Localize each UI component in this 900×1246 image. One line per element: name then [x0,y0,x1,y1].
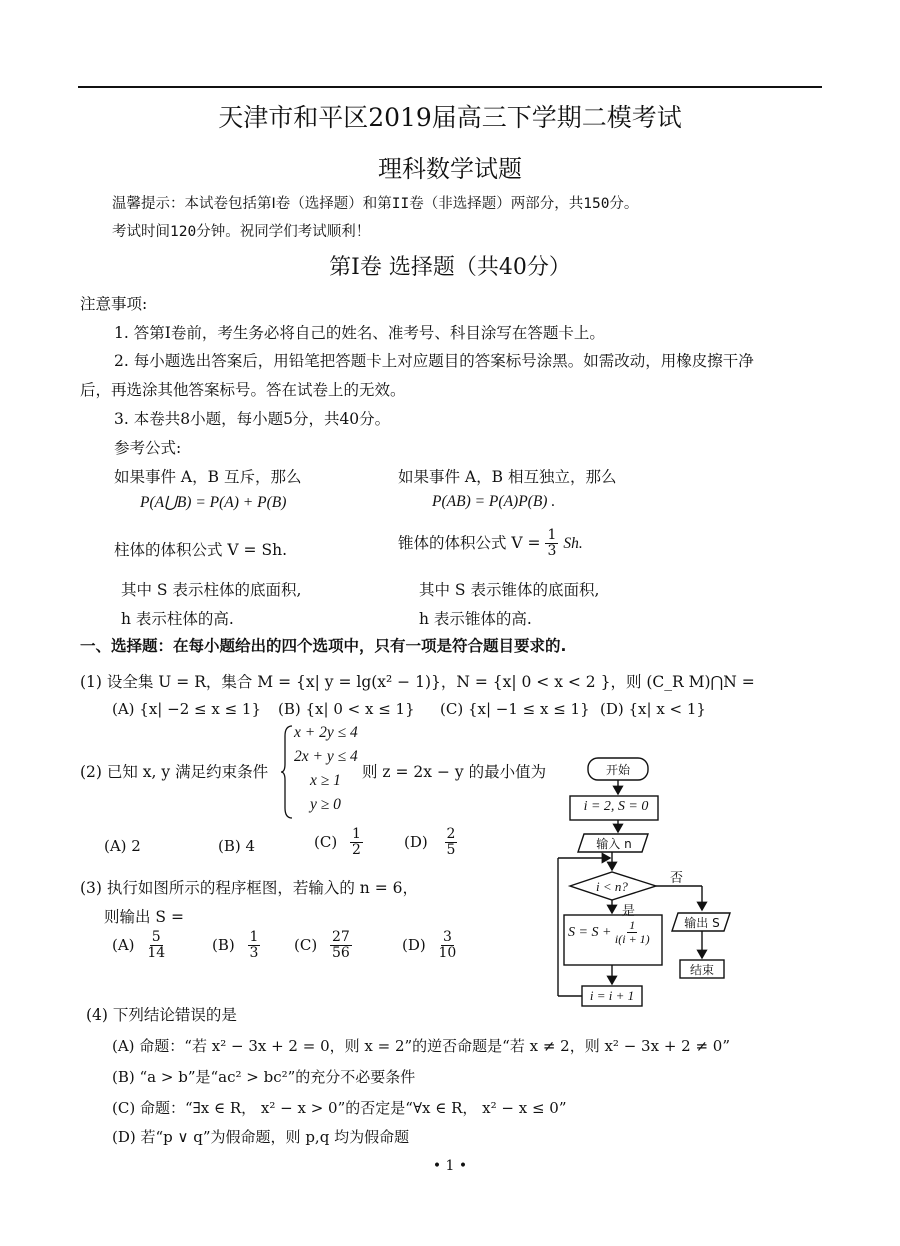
fraction-numerator: 2 [446,826,456,842]
flow-cond-label: i < n? [596,879,628,894]
flow-output-label: 输出 S [684,916,720,930]
fraction-numerator: 3 [442,929,452,945]
q2-option-c-label: (C) [314,832,338,851]
q3-option-a [112,930,165,962]
q3-option-d-fraction [439,930,457,962]
q2-option-c [314,827,363,859]
fraction-denominator: 3 [547,543,557,560]
note-item-3: 3. 本卷共8小题，每小题5分，共40分。 [114,410,391,428]
section-title: 第Ⅰ卷 选择题（共40分） [329,255,571,280]
reference-heading: 参考公式: [114,439,182,457]
fraction-denominator: 10 [438,945,457,962]
page-number: • 1 • [432,1158,468,1174]
q1-option-a: (A) {x| −2 ≤ x ≤ 1} [112,700,261,718]
q3-option-a-fraction [147,930,165,962]
q2-constraint-1: x + 2y ≤ 4 [294,724,358,741]
flow-incr-label: i = i + 1 [589,988,635,1003]
fraction-denominator: i(i + 1) [614,932,650,947]
q2-constraint-2: 2x + y ≤ 4 [294,748,358,765]
note-item-1: 1. 答第Ⅰ卷前，考生务必将自己的姓名、准考号、科目涂写在答题卡上。 [114,324,605,342]
formula-left-1: 如果事件 A，B 互斥，那么 [114,468,302,486]
formula-right-2: P(AB) = P(A)P(B) . [432,493,556,510]
q3-option-b-fraction [248,930,261,962]
flow-end-label: 结束 [689,963,714,977]
formula-right-4: 其中 S 表示锥体的底面积, [419,581,600,599]
fraction-numerator: 5 [151,929,161,945]
q3-option-c-fraction [330,930,352,962]
formula-left-2: P(A⋃B) = P(A) + P(B) [140,494,287,511]
flow-body-pre: S = S + [568,924,612,940]
q4-option-c: (C) 命题：“∃x ∈ R， x² − x > 0”的否定是“∀x ∈ R， x² − x ≤ 0” [112,1099,567,1117]
q2-option-d-label: (D) [404,832,428,851]
q3-option-a-label: (A) [112,935,135,954]
q2-option-d [404,827,457,859]
q3-option-b [212,930,260,962]
fraction-denominator: 3 [249,945,259,962]
flow-body-label [568,919,650,946]
q2-constraint-3: x ≥ 1 [310,772,341,789]
q2-brace [280,724,294,820]
q3-option-c-label: (C) [294,935,318,954]
flow-input-label: 输入 n [596,837,632,851]
notes-heading: 注意事项: [80,295,148,313]
q2-suffix: 则 z = 2x − y 的最小值为 [362,763,547,781]
formula-right-3 [398,528,583,560]
flow-body-fraction [615,919,650,946]
q4-option-d: (D) 若“p ∨ q”为假命题，则 p,q 均为假命题 [112,1128,410,1146]
flow-init-label: i = 2, S = 0 [583,799,649,814]
exam-title: 天津市和平区2019届高三下学期二模考试 [218,103,682,132]
q2-option-a: (A) 2 [104,837,141,855]
fraction-numerator: 27 [331,929,350,945]
note-item-2b: 后，再选涂其他答案标号。答在试卷上的无效。 [80,381,406,399]
formula-right-3-post: Sh. [563,534,583,552]
formula-left-5: h 表示柱体的高. [121,610,234,628]
q4-option-b: (B) “a > b”是“ac² > bc²”的充分不必要条件 [112,1068,416,1086]
q4-option-a: (A) 命题：“若 x² − 3x + 2 = 0，则 x = 2”的逆否命题是“若 x ≠ 2，则 x² − 3x + 2 ≠ 0” [112,1037,731,1055]
q2-option-b: (B) 4 [218,837,256,855]
fraction-numerator: 1 [249,929,259,945]
formula-right-3-pre: 锥体的体积公式 V = [398,533,541,552]
fraction-one-third [545,528,558,560]
fraction-denominator: 14 [147,945,166,962]
q3-stem-1: (3) 执行如图所示的程序框图，若输入的 n = 6， [80,879,418,897]
q3-option-d [402,930,456,962]
formula-left-4: 其中 S 表示柱体的底面积, [121,581,302,599]
formula-right-5: h 表示锥体的高. [419,610,532,628]
fraction-numerator: 1 [629,918,636,932]
q2-option-c-fraction [350,827,363,859]
flow-start-label: 开始 [605,763,630,777]
q3-option-d-label: (D) [402,935,426,954]
q3-stem-2: 则输出 S = [104,908,184,926]
fraction-denominator: 2 [351,842,361,859]
note-item-2a: 2. 每小题选出答案后，用铅笔把答题卡上对应题目的答案标号涂黑。如需改动，用橡皮擦干净 [114,352,754,370]
fraction-numerator: 1 [547,527,557,543]
q1-option-b: (B) {x| 0 < x ≤ 1} [278,700,415,718]
q2-prefix: (2) 已知 x, y 满足约束条件 [80,763,269,781]
flow-yes-label: 是 [622,904,636,919]
flow-no-label: 否 [670,871,684,886]
q3-option-b-label: (B) [212,935,235,954]
q2-constraint-4: y ≥ 0 [310,796,341,813]
q4-stem: (4) 下列结论错误的是 [86,1006,237,1024]
fraction-numerator: 1 [351,826,361,842]
formula-left-3: 柱体的体积公式 V = Sh. [114,541,287,559]
fraction-denominator: 5 [446,842,456,859]
part1-heading: 一、选择题：在每小题给出的四个选项中，只有一项是符合题目要求的. [80,637,567,655]
top-rule [78,86,822,88]
tip-line-2: 考试时间120分钟。祝同学们考试顺利！ [112,224,371,240]
q3-option-c [294,930,352,962]
q1-option-d: (D) {x| x < 1} [600,700,706,718]
q2-option-d-fraction [445,827,458,859]
formula-right-1: 如果事件 A，B 相互独立，那么 [398,468,617,486]
exam-subtitle: 理科数学试题 [378,155,522,183]
fraction-denominator: 56 [331,945,350,962]
q1-option-c: (C) {x| −1 ≤ x ≤ 1} [440,700,590,718]
tip-line-1: 温馨提示：本试卷包括第Ⅰ卷（选择题）和第II卷（非选择题）两部分，共150分。 [112,196,639,212]
q1-stem: (1) 设全集 U = R，集合 M = {x| y = lg(x² − 1)}，N = {x| 0 < x < 2 }，则 (C_R M)⋂N = [80,673,755,691]
